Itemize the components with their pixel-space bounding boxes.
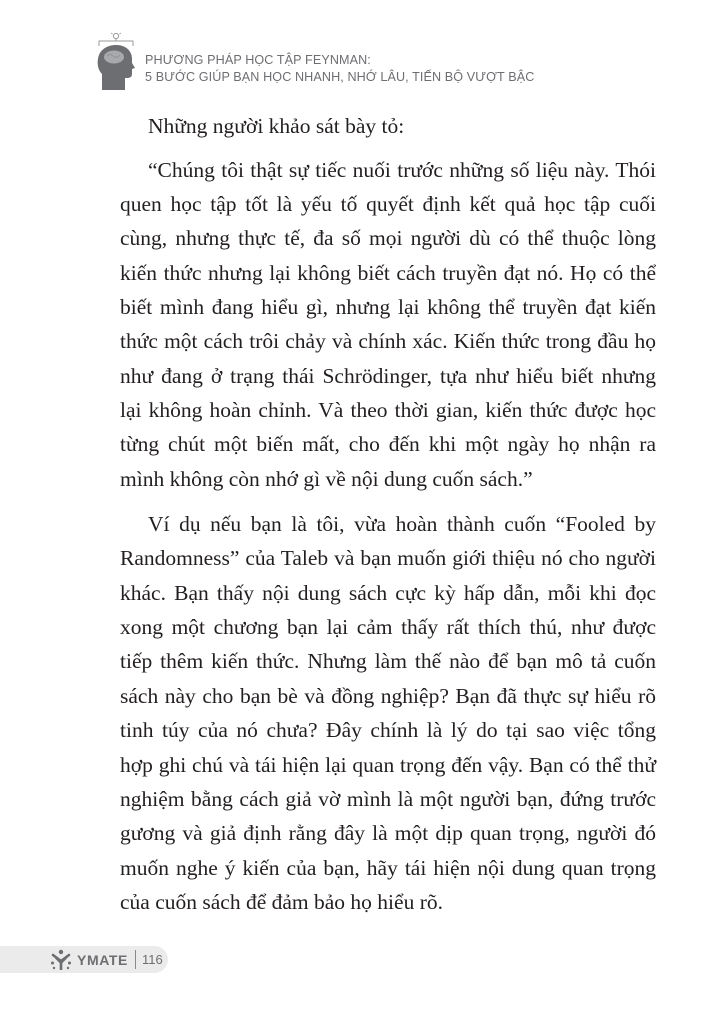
page-number: 116 (142, 952, 163, 967)
text-line: biết mình đang hiểu gì, nhưng lại không thể truyền đạt kiến (120, 295, 656, 319)
text-line: từng chút một biến mất, cho đến khi một ngày họ nhận ra (120, 432, 656, 456)
text-line: sách này cho bạn bè và đồng nghiệp? Bạn đã thực sự hiểu rõ (120, 684, 656, 708)
book-title-line-1: PHƯƠNG PHÁP HỌC TẬP FEYNMAN: (145, 53, 371, 67)
footer-divider (135, 950, 136, 969)
book-title (145, 52, 534, 86)
text-line: khác. Bạn thấy nội dung sách cực kỳ hấp dẫn, mỗi khi đọc (120, 581, 656, 605)
text-line: muốn nghe ý kiến của bạn, hãy tái hiện nội dung quan trọng (120, 856, 656, 880)
text-line: tiếp thêm kiến thức. Nhưng làm thế nào để bạn mô tả cuốn (120, 649, 656, 673)
book-title-line-2: 5 BƯỚC GIÚP BẠN HỌC NHANH, NHỚ LÂU, TIẾN BỘ VƯỢT BẬC (145, 70, 535, 84)
text-line: tinh túy của nó chưa? Đây chính là lý do tại sao việc tổng (120, 718, 656, 742)
ymate-logo-icon (49, 949, 73, 971)
text-line: như đang ở trạng thái Schrödinger, tựa như hiểu biết nhưng (120, 364, 656, 388)
text-line: Randomness” của Taleb và bạn muốn giới thiệu nó cho người (120, 546, 656, 570)
text-line: hợp ghi chú và tái hiện lại quan trọng đến vậy. Bạn có thể thử (120, 753, 656, 777)
text-line: nghiệm bằng cách giả vờ mình là một người bạn, đứng trước (120, 787, 656, 811)
text-line: cùng, nhưng thực tế, đa số mọi người dù có thể thuộc lòng (120, 226, 656, 250)
head-brain-lightbulb-icon (96, 30, 136, 92)
text-line: kiến thức nhưng lại không biết cách truyền đạt nó. Họ có thể (120, 261, 656, 285)
text-line: gương và giả định rằng đây là một dịp quan trọng, người đó (120, 821, 656, 845)
text-line: quen học tập tốt là yếu tố quyết định kết quả học tập cuối (120, 192, 656, 216)
text-line: “Chúng tôi thật sự tiếc nuối trước những số liệu này. Thói (148, 158, 656, 182)
text-line: thức một cách trôi chảy và chính xác. Kiến thức trong đầu họ (120, 329, 656, 353)
text-line: của cuốn sách để đảm bảo họ hiểu rõ. (120, 890, 443, 914)
text-line: Những người khảo sát bày tỏ: (148, 114, 405, 138)
text-line: mình không còn nhớ gì về nội dung cuốn sách.” (120, 467, 533, 491)
text-line: lại không hoàn chỉnh. Và theo thời gian, kiến thức được học (120, 398, 656, 422)
text-line: xong một chương bạn lại cảm thấy rất thích thú, như được (120, 615, 656, 639)
publisher-brand: YMATE (77, 952, 128, 968)
text-line: Ví dụ nếu bạn là tôi, vừa hoàn thành cuốn “Fooled by (148, 512, 656, 536)
